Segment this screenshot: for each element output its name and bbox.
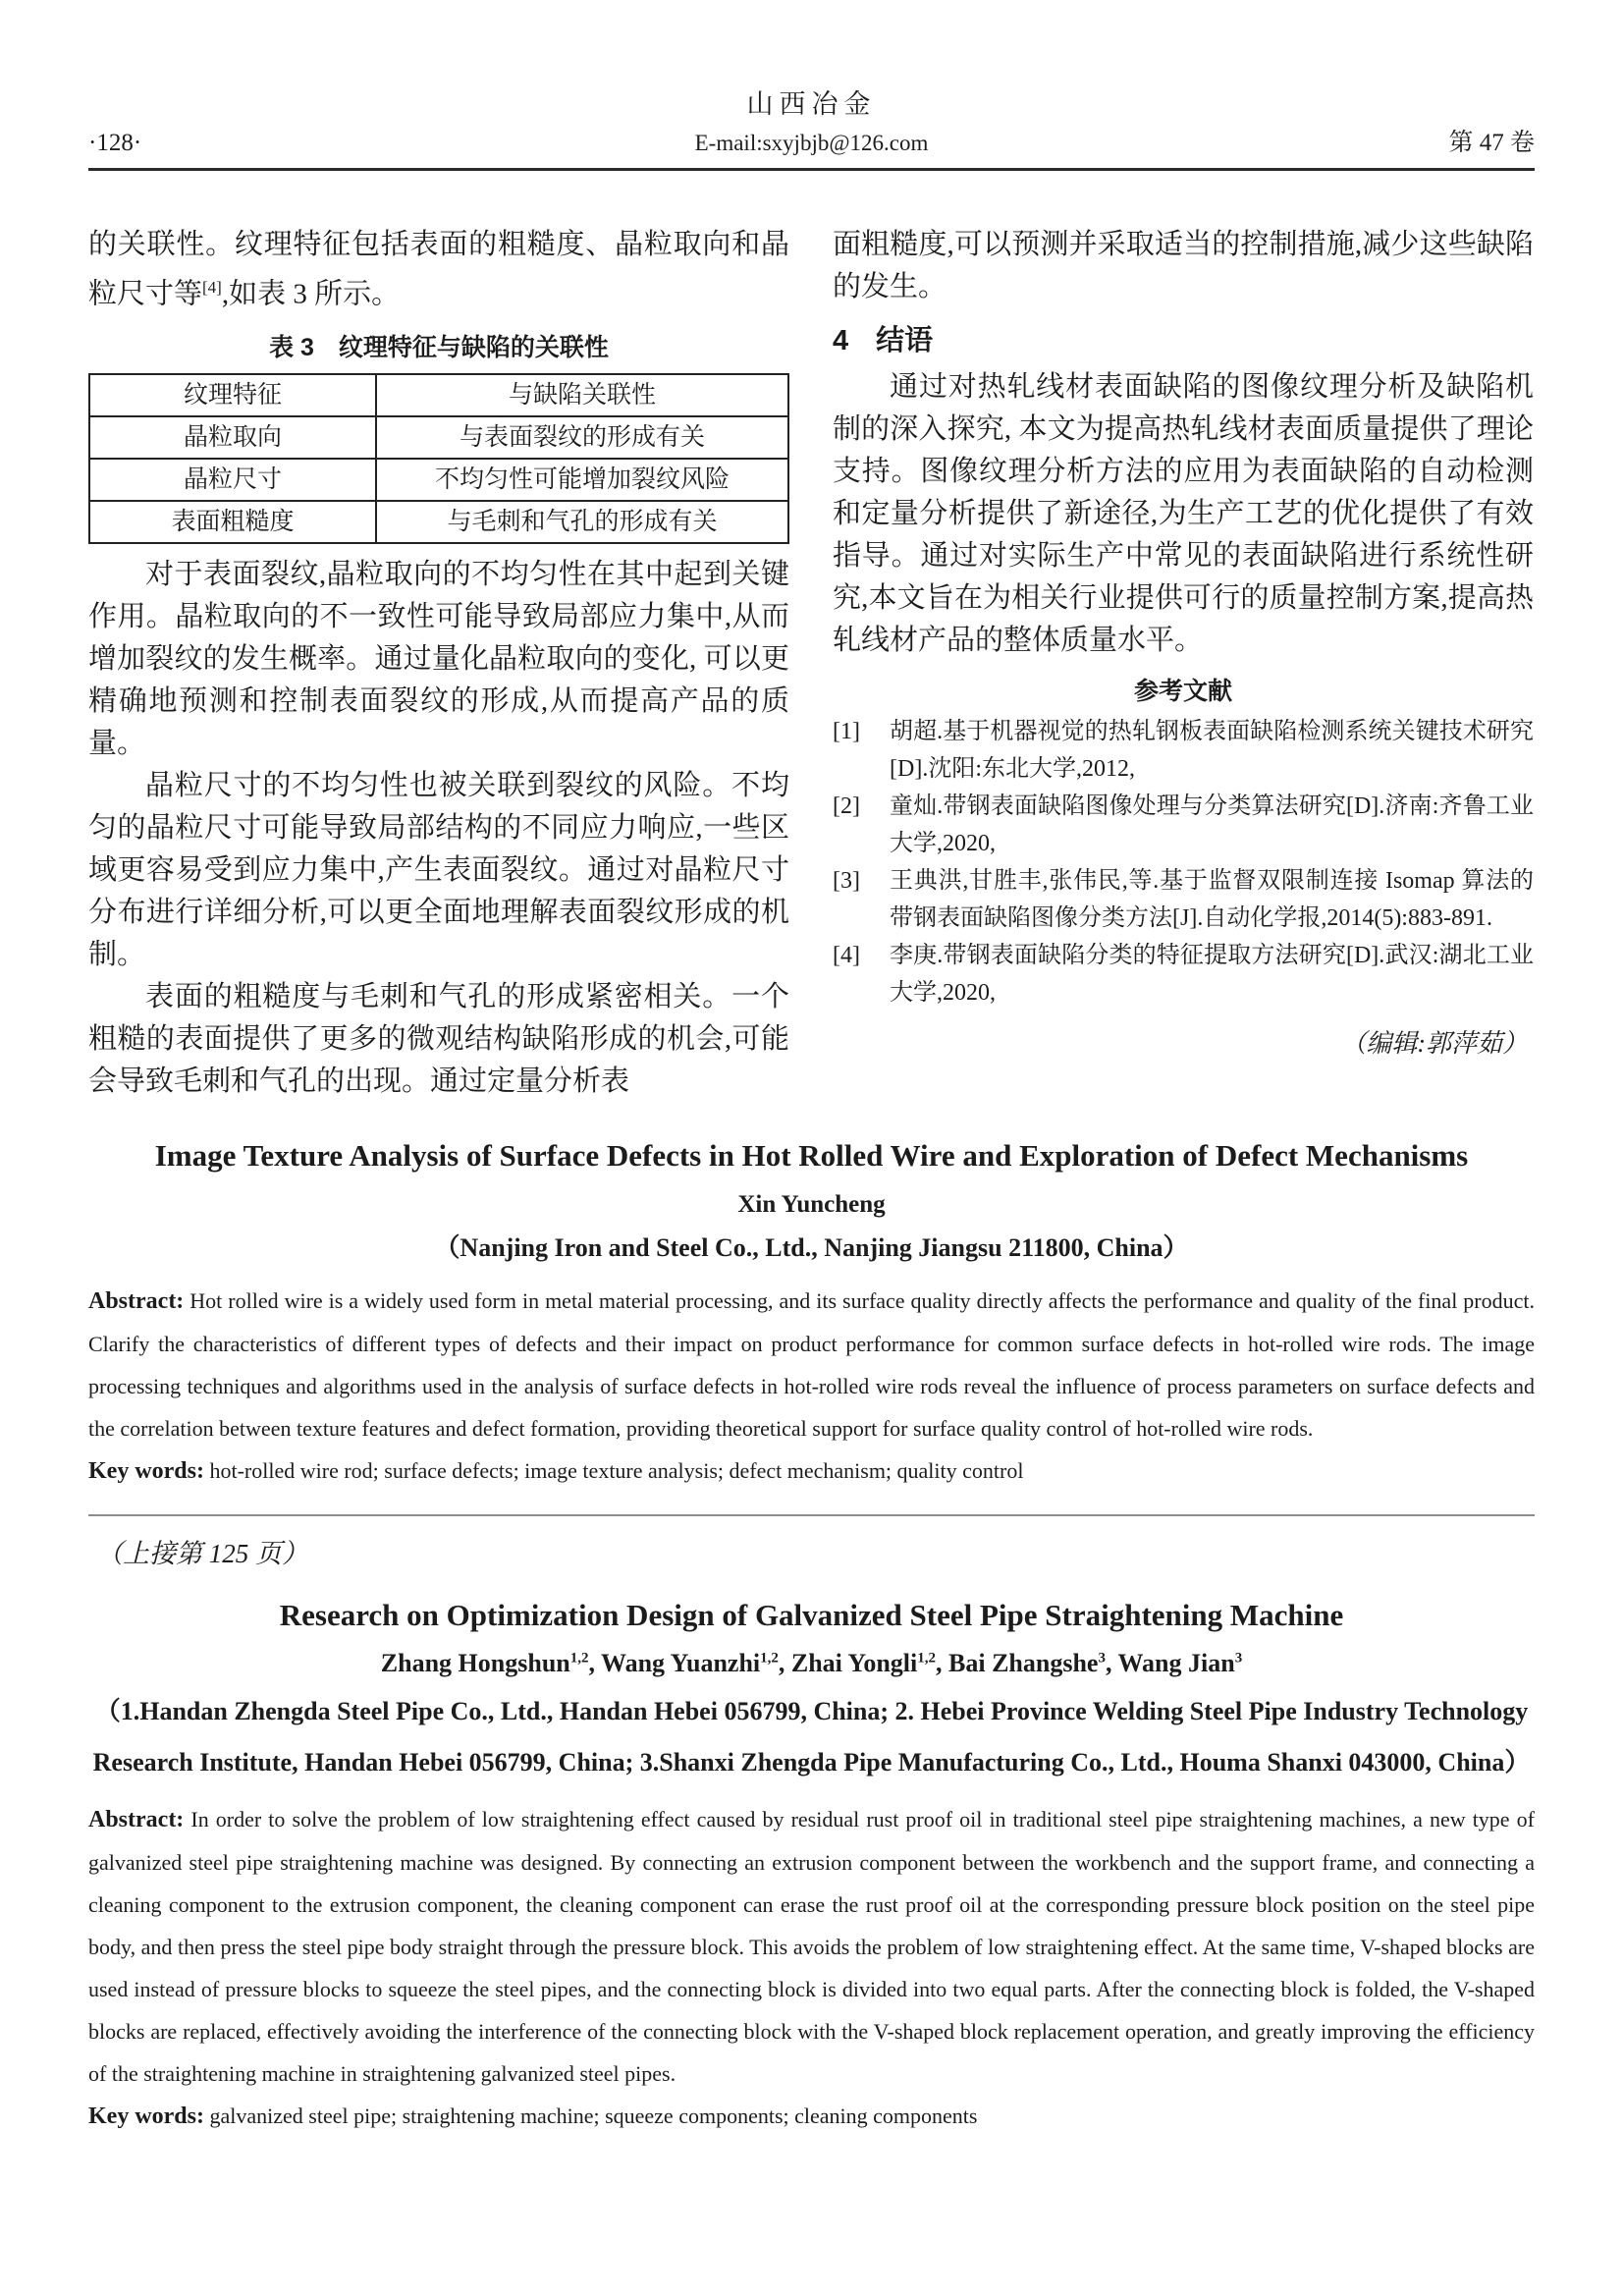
abstract-text: In order to solve the problem of low straightening effect caused by residual rust proof oil in traditional steel pipe straightening machines, a new type of galvanized steel pipe straightening machine was designed. By connecting an extrusion component between the workbench and the support frame, and connecting a cleaning component to the extrusion component, the cleaning component can erase the rust proof oil at the corresponding pressure block position on the steel pipe body, and then press the steel pipe body straight through the pressure block. This avoids the problem of low straightening effect. At the same time, V-shaped blocks are used instead of pressure blocks to squeeze the steel pipes, and the connecting block is divided into two equal parts. After the connecting block is folded, the V-shaped blocks are replaced, effectively avoiding the interference of the connecting block with the V-shaped block replacement operation, and greatly improving the efficiency of the straightening machine in straightening galvanized steel pipes.: [88, 1806, 1535, 2086]
table-cell: 表面粗糙度: [89, 501, 376, 543]
page-header: [88, 82, 1535, 171]
article1-author: Xin Yuncheng: [737, 1190, 886, 1218]
table3-caption: 表 3 纹理特征与缺陷的关联性: [269, 333, 609, 361]
article2-abstract: [88, 1798, 1535, 2095]
article2-affiliation: （1.Handan Zhengda Steel Pipe Co., Ltd., Handan Hebei 056799, China; 2. Hebei Province Welding Steel Pipe Industry Technology Research Institute, Handan Hebei 056799, China; 3.Shanxi Zhengda Pipe Manufacturing Co., Ltd., Houma Shanxi 043000, China）: [92, 1696, 1531, 1777]
paragraph-continuation: 面粗糙度,可以预测并采取适当的控制措施,减少这些缺陷的发生。: [833, 229, 1534, 302]
article1-keywords: [88, 1451, 1535, 1491]
reference-label: [2]: [833, 793, 860, 819]
table-row: [89, 459, 788, 501]
section-title: 结语: [876, 325, 934, 356]
reference-label: [3]: [833, 868, 860, 894]
table-cell: 与表面裂纹的形成有关: [376, 416, 788, 459]
reference-item: [833, 937, 1534, 1011]
table-cell: 晶粒取向: [89, 416, 376, 459]
author-superscript: 3: [1098, 1650, 1106, 1666]
header-rule: [88, 168, 1535, 171]
texture-defect-table: [88, 373, 789, 544]
body-paragraph: 通过对热轧线材表面缺陷的图像纹理分析及缺陷机制的深入探究, 本文为提高热轧线材表面质量提供了理论支持。图像纹理分析方法的应用为表面缺陷的自动检测和定量分析提供了新途径,为生产工艺的优化提供了有效指导。通过对实际生产中常见的表面缺陷进行系统性研究,本文旨在为相关行业提供可行的质量控制方案,提高热轧线材产品的整体质量水平。: [833, 371, 1534, 656]
reference-label: [1]: [833, 719, 860, 744]
body-paragraph: 晶粒尺寸的不均匀性也被关联到裂纹的风险。不均匀的晶粒尺寸可能导致局部结构的不同应力响应,一些区域更容易受到应力集中,产生表面裂纹。通过对晶粒尺寸分布进行详细分析,可以更全面地理解表面裂纹形成的机制。: [88, 769, 789, 970]
section-number: 4: [833, 325, 849, 356]
body-paragraph: 表面的粗糙度与毛刺和气孔的形成紧密相关。一个粗糙的表面提供了更多的微观结构缺陷形成的机会,可能会导致毛刺和气孔的出现。通过定量分析表: [88, 980, 789, 1097]
author-superscript: 1,2: [760, 1650, 779, 1666]
keywords-text: galvanized steel pipe; straightening machine; squeeze components; cleaning components: [203, 2103, 978, 2128]
table-cell: 晶粒尺寸: [89, 459, 376, 501]
two-column-body: [88, 224, 1535, 1103]
keywords-text: hot-rolled wire rod; surface defects; image texture analysis; defect mechanism; quality control: [203, 1457, 1024, 1483]
references-heading: 参考文献: [1133, 678, 1232, 705]
author-superscript: 1,2: [917, 1650, 936, 1666]
section-heading-conclusion: [833, 318, 1534, 358]
author-name: , Bai Zhangshe: [936, 1648, 1099, 1677]
article1-english-block: [88, 1132, 1535, 1491]
article1-title: Image Texture Analysis of Surface Defects in Hot Rolled Wire and Exploration of Defect Mechanisms: [154, 1137, 1469, 1173]
table-cell: 不均匀性可能增加裂纹风险: [376, 459, 788, 501]
author-superscript: 3: [1234, 1650, 1243, 1666]
reference-item: [833, 862, 1534, 937]
abstract-text: Hot rolled wire is a widely used form in metal material processing, and its surface quality directly affects the performance and quality of the final product. Clarify the characteristics of different types of defects and their impact on product performance for common surface defects in hot-rolled wire rods. The image processing techniques and algorithms used in the analysis of surface defects in hot-rolled wire rods reveal the influence of process parameters on surface defects and the correlation between texture features and defect formation, providing theoretical support for surface quality control of hot-rolled wire rods.: [88, 1287, 1535, 1441]
table-cell: 与毛刺和气孔的形成有关: [376, 501, 788, 543]
author-name: , Wang Jian: [1105, 1648, 1235, 1677]
reference-label: [4]: [833, 943, 860, 968]
volume-label: 第 47 卷: [1448, 130, 1535, 156]
left-column: [88, 224, 789, 1103]
author-name: Zhang Hongshun: [380, 1648, 570, 1677]
keywords-label: Key words:: [88, 2103, 204, 2129]
paragraph-continuation: [88, 224, 789, 316]
table-row: [89, 501, 788, 543]
journal-email: E-mail:sxyjbjb@126.com: [694, 131, 929, 155]
body-paragraph: 对于表面裂纹,晶粒取向的不均匀性在其中起到关键作用。晶粒取向的不一致性可能导致局部应力集中,从而增加裂纹的发生概率。通过量化晶粒取向的变化, 可以更精确地预测和控制表面裂纹的形成,从而提高产品的质量。: [88, 558, 789, 759]
keywords-label: Key words:: [88, 1457, 204, 1484]
article2-english-block: [88, 1592, 1535, 2136]
reference-item: [833, 713, 1534, 788]
right-column: [833, 224, 1534, 1103]
article2-keywords: [88, 2097, 1535, 2136]
author-name: , Wang Yuanzhi: [588, 1648, 761, 1677]
table-row: [89, 416, 788, 459]
page-number: ·128·: [88, 130, 142, 156]
header-row: [88, 123, 1535, 158]
author-name: , Zhai Yongli: [778, 1648, 918, 1677]
reference-text: 胡超.基于机器视觉的热轧钢板表面缺陷检测系统关键技术研究[D].沈阳:东北大学,2012,: [890, 719, 1534, 782]
reference-item: [833, 788, 1534, 862]
article1-affiliation: （Nanjing Iron and Steel Co., Ltd., Nanjing Jiangsu 211800, China）: [434, 1232, 1189, 1262]
table-header-cell: 与缺陷关联性: [376, 374, 788, 416]
paragraph-text: 的关联性。纹理特征包括表面的粗糙度、晶粒取向和晶粒尺寸等: [88, 229, 789, 310]
editor-credit: （编辑:郭萍茹）: [1340, 1029, 1528, 1058]
citation-superscript: [4]: [202, 278, 222, 297]
articles-divider-rule: [88, 1514, 1535, 1516]
reference-text: 童灿.带钢表面缺陷图像处理与分类算法研究[D].济南:齐鲁工业大学,2020,: [890, 793, 1534, 856]
table-header-row: [89, 374, 788, 416]
article2-authors: [88, 1649, 1535, 1678]
abstract-label: Abstract:: [88, 1806, 185, 1832]
reference-text: 王典洪,甘胜丰,张伟民,等.基于监督双限制连接 Isomap 算法的带钢表面缺陷图像分类方法[J].自动化学报,2014(5):883-891.: [890, 868, 1534, 931]
abstract-label: Abstract:: [88, 1287, 185, 1314]
article2-title: Research on Optimization Design of Galvanized Steel Pipe Straightening Machine: [279, 1597, 1344, 1632]
journal-title: 山西冶金: [746, 89, 877, 119]
table-header-cell: 纹理特征: [89, 374, 376, 416]
reference-text: 李庚.带钢表面缺陷分类的特征提取方法研究[D].武汉:湖北工业大学,2020,: [890, 943, 1534, 1006]
paragraph-text: ,如表 3 所示。: [221, 278, 401, 310]
continuation-note: （上接第 125 页）: [96, 1538, 308, 1568]
article1-abstract: [88, 1280, 1535, 1449]
author-superscript: 1,2: [569, 1650, 589, 1666]
